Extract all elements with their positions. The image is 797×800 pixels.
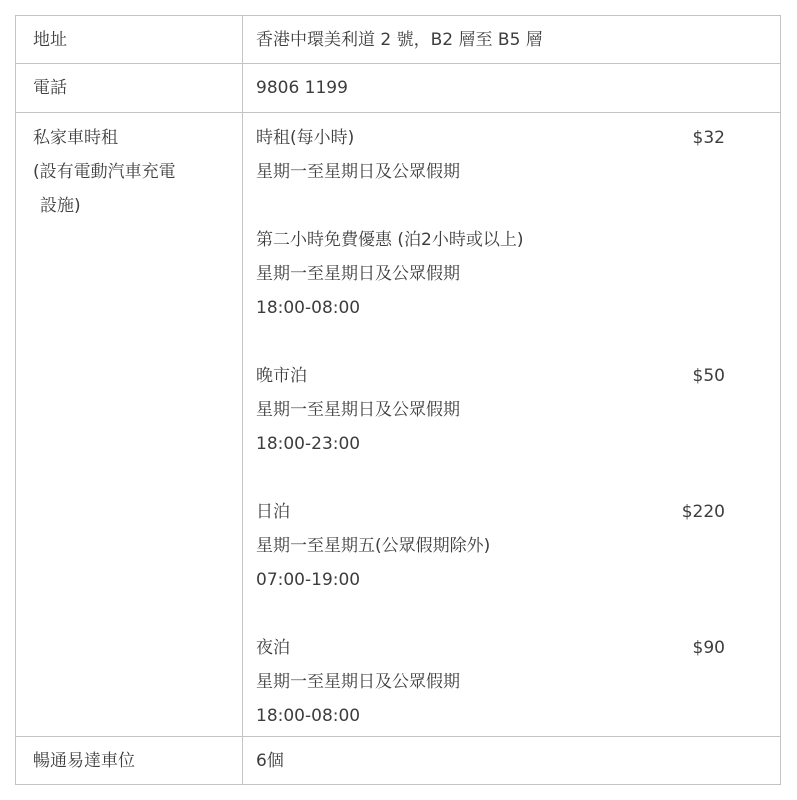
hourly-label-line: 私家車時租 (33, 128, 118, 148)
hourly-rental-row (16, 113, 780, 737)
parking-info-table (15, 15, 781, 785)
address-value: 香港中環美利道 2 號，B2 層至 B5 層 (256, 30, 543, 50)
easy-access-label: 暢通易達車位 (16, 737, 243, 784)
hourly-label-line: (設有電動汽車充電 (33, 162, 176, 182)
rate-name: 夜泊 (256, 638, 290, 658)
rate-time: 18:00-23:00 (256, 434, 361, 454)
rate-time: 18:00-08:00 (256, 298, 361, 318)
rate-time: 07:00-19:00 (256, 570, 361, 590)
rate-days: 星期一至星期日及公眾假期 (256, 672, 460, 692)
hourly-label-line: 設施) (40, 196, 81, 216)
rate-time: 18:00-08:00 (256, 706, 361, 726)
address-row (16, 16, 780, 64)
rate-name: 時租(每小時) (256, 128, 355, 148)
rate-price: $90 (692, 638, 725, 658)
rate-name: 第二小時免費優惠 (泊2小時或以上) (256, 230, 524, 250)
phone-value: 9806 1199 (256, 78, 348, 98)
rate-days: 星期一至星期日及公眾假期 (256, 162, 460, 182)
phone-row (16, 64, 780, 113)
rate-days: 星期一至星期日及公眾假期 (256, 400, 460, 420)
rate-name: 日泊 (256, 502, 290, 522)
rate-block (256, 223, 780, 325)
phone-label: 電話 (16, 64, 243, 112)
hourly-rates (243, 113, 780, 736)
rate-days: 星期一至星期五(公眾假期除外) (256, 536, 491, 556)
rate-block (256, 359, 780, 461)
rate-days: 星期一至星期日及公眾假期 (256, 264, 460, 284)
rate-price: $220 (681, 502, 725, 522)
rate-block (256, 495, 780, 597)
rate-block (256, 631, 780, 733)
easy-access-row (16, 737, 780, 784)
rate-price: $50 (692, 366, 725, 386)
rate-price: $32 (692, 128, 725, 148)
rate-block (256, 121, 780, 189)
easy-access-value: 6個 (256, 751, 284, 771)
hourly-rental-label (16, 113, 243, 736)
rate-name: 晚市泊 (256, 366, 307, 386)
address-label: 地址 (16, 16, 243, 63)
